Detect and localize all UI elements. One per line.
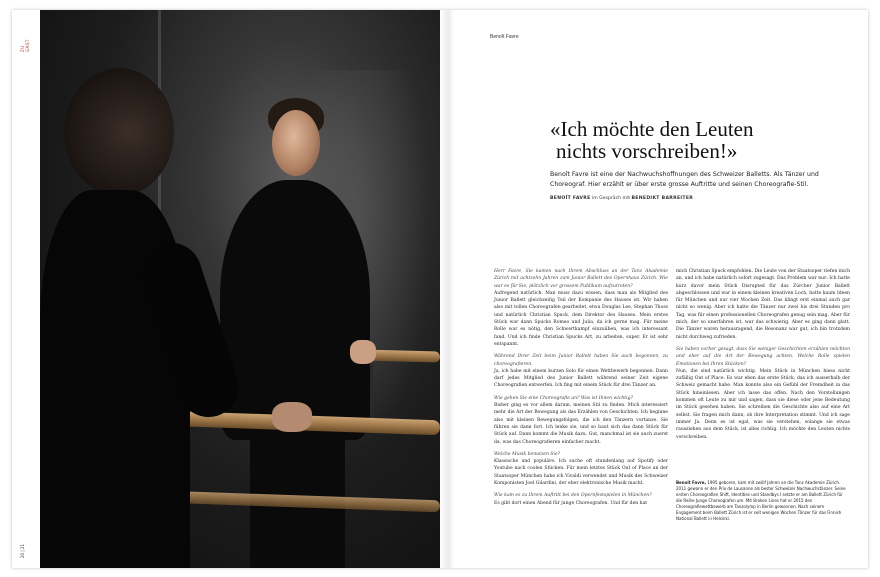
magazine-spread bbox=[12, 10, 868, 568]
qa-block bbox=[494, 353, 668, 389]
text-column-2 bbox=[676, 268, 850, 446]
qa-block bbox=[494, 268, 668, 348]
section-tag: ZU GAST bbox=[20, 39, 30, 52]
question: Während Ihrer Zeit beim Junior Ballett haben Sie auch begonnen, zu choreografieren. bbox=[494, 354, 668, 367]
foreground-dancer-hand bbox=[272, 402, 312, 432]
running-head: Benoît Favre bbox=[490, 34, 519, 40]
qa-block bbox=[494, 492, 668, 507]
answer: Aufregend natürlich. Man muss dazu wissen, dass man als Mitglied des Junior Ballett gleichzeitig Teil der Kompanie des Hauses ist. Wir haben also mit tollen Choreografen gearbeitet, etwa Douglas Lee, Stephan Thoss und natürlich Christian Spuck, dem Direktor des Hauses. Mein erstes Stück war dann Spucks Romeo und Julia, da ich gerne mag. Für meine Rolle war es nötig, den Schwertkampf einzuüben, was ich interessant fand. Und ich finde Christian Spucks Art, zu arbeiten, super. Er ist sehr entspannt. bbox=[494, 290, 668, 347]
answer: Klassische und populäre. Ich suche oft stundenlang auf Spotify oder Youtube nach coolen Stücken. Für mein letztes Stück Out of Place an der Staatsoper München habe ich Vivaldi verwendet und Musik des Schweizer Komponisten Joel Gilardini, der eher elektronische Musik macht. bbox=[494, 459, 668, 487]
byline-connector: im Gespräch mit bbox=[590, 196, 632, 201]
bio-name: Benoît Favre, bbox=[676, 480, 707, 485]
dancer-face bbox=[272, 110, 320, 176]
bio-text: 1995 geboren, kam mit zwölf Jahren an die Tanz Akademie Zürich. 2011 gewann er den Prix de Lausanne als bester Schweizer Nachwuchstänzer. Seine ersten Choreografien Shift, Identities und Standbys I setzte er am Ballett Zürich für die Reihe Junge Choreografen um. Mit Broken Lines hat er 2015 den Choreografiewettbewerb am Tanzolymp in Berlin gewonnen. Nach seinem Engagement beim Ballett Zürich ist er seit wenigen Wochen Tänzer für das Finnish National Ballett in Helsinki. bbox=[676, 480, 846, 521]
answer: mich Christian Spuck empfohlen. Die Leute von der Staatsoper riefen mich an, und ich habe natürlich sofort zugesagt. Das Problem war nur: Ich hatte kurz davor mein Stück Disrupted für das Zürcher Junior Ballett abgeschlossen und war in einem kleinen kreativen Loch, hatte kaum Ideen für München und nur vier Wochen Zeit. Das klingt erst einmal auch gar nicht so wenig. Aber ich hatte die Tänzer nur zwei bis drei Stunden pro Tag, was für einen professionellen Choreografen genug sein mag. Aber für mich, der so unerfahren ist, war das schwierig. Aber es ging dann glatt. Die Tänzer waren herausragend, die Resonanz war gut, ich bin trotzdem nicht durchweg zufrieden. bbox=[676, 269, 850, 340]
qa-block bbox=[494, 395, 668, 446]
question: Wie kam es zu Ihrem Auftritt bei den Opernfestspielen in München? bbox=[494, 493, 652, 499]
qa-block bbox=[676, 268, 850, 341]
headline-line-2: nichts vorschreiben!» bbox=[556, 139, 738, 163]
question: Wie gehen Sie eine Choreografie an? Was ist Ihnen wichtig? bbox=[494, 395, 633, 401]
foreground-dancer-head bbox=[64, 68, 174, 196]
dancer-hand bbox=[350, 340, 376, 364]
article-page bbox=[454, 10, 868, 568]
qa-block bbox=[676, 346, 850, 441]
byline bbox=[550, 196, 840, 201]
dancer-photo bbox=[40, 10, 440, 568]
answer: Ja, ich habe mit einem kurzen Solo für einen Wettbewerb begonnen. Dann darf jedes Mitglied des Junior Ballett während seiner Zeit eigene Choreografien entwerfen. Ich fing mit einem Stück für drei Tänzer an. bbox=[494, 368, 668, 389]
byline-interviewee: BENOÎT FAVRE bbox=[550, 196, 591, 201]
question: Welche Musik benutzen Sie? bbox=[494, 451, 561, 457]
question: Sie haben vorher gesagt, dass Sie weniger Geschichten erzählen möchten und eher auf die Art der Bewegung achten. Welche Rolle spielen Emotionen bei Ihren Stücken? bbox=[676, 346, 850, 367]
answer: Es gibt dort einen Abend für junge Choreografen. Und für den hat bbox=[494, 500, 648, 506]
byline-author: BENEDIKT BARREITER bbox=[631, 196, 694, 201]
text-column-1 bbox=[494, 268, 668, 512]
author-bio bbox=[676, 480, 850, 522]
answer: Bisher ging es vor allem darum, meinen Stil zu finden. Mich interessiert mehr die Art der Bewegung als das Erzählen von Geschichten. Ich beginne also mit kleinen Bewegungsfolgen, die ich den Tänzern vortanze. Sie führen sie dann fort. Ich lenke sie, und so baut sich das dann Stück für Stück auf. Dann kommt die Musik dazu. Gut, manchmal ist sie auch zuerst da, was das Choreografieren einfacher macht. bbox=[494, 403, 668, 445]
question: Herr Favre, Sie kamen nach Ihrem Abschluss an der Tanz Akademie Zürich mit achtzehn Jahren zum Junior Ballett des Opernhaus Zürich. Wie war es für Sie, plötzlich vor grossem Publikum aufzutreten? bbox=[494, 269, 668, 289]
page-numbers: 20 | 21 bbox=[20, 543, 25, 558]
dancer-body bbox=[220, 180, 370, 440]
headline-line-1: «Ich möchte den Leuten bbox=[550, 117, 754, 141]
article-lead: Benoît Favre ist eine der Nachwuchshoffnungen des Schweizer Balletts. Als Tänzer und Choreograf. Hier erzählt er über erste grosse Auftritte und seinen Choreografie-Stil. bbox=[550, 171, 819, 188]
answer: Nun, die sind natürlich wichtig. Mein Stück in München hiess nicht zufällig Out of Place. Es war eben das erste Stück, das ich ausserhalb der Schweiz gemacht habe. Man konnte also ein Gefühl der Fremdheit in das Stück hineinlesen. Aber ich lasse das offen. Nach den Vorstellungen kommen oft Leute zu mir und sagen, dass sie diese oder jene Bedeutung im Stück gesehen haben. Sie schreiben die Geschichte also auf eine Art selbst. Sie fragen mich dann, ob ihre Interpretation stimmt. Und ich sage immer Ja. Denn es ist egal, was sie verstehen, solange sie etwas rausziehen aus dem Stück, ist alles richtig. Ich möchte den Leuten nichts vorschreiben. bbox=[676, 368, 850, 440]
barre-bracket bbox=[370, 355, 373, 415]
qa-block bbox=[494, 451, 668, 487]
spine-shadow bbox=[440, 10, 454, 568]
article-headline bbox=[550, 118, 850, 162]
left-margin-strip bbox=[12, 10, 40, 568]
